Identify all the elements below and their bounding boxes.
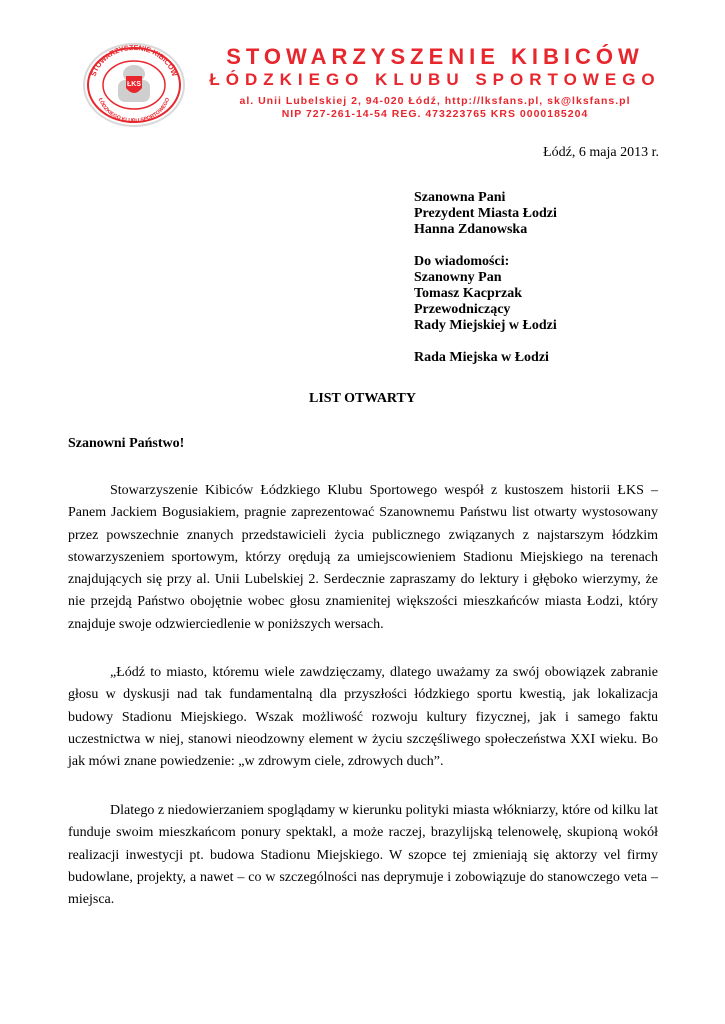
recipient-line: Szanowna Pani xyxy=(414,190,506,205)
cc-recipient-line: Rady Miejskiej w Łodzi xyxy=(414,318,557,333)
body-paragraph: Dlatego z niedowierzaniem spoglądamy w kierunku polityki miasta włókniarzy, które od kilku lat funduje swoim mieszkańcom ponury spektakl, a może raczej, brazylijską telenowelę, skupioną wokół realizacji inwestycji pt. budowa Stadionu Miejskiego. W szopce tej zmieniają się aktorzy vel firmy budowlane, projekty, a nawet – co w szczególności nas deprymuje i zobowiązuje do stanowczego veta – miejsca. xyxy=(68,803,658,908)
association-subtitle: ŁÓDZKIEGO KLUBU SPORTOWEGO xyxy=(209,70,661,89)
association-registry: NIP 727-261-14-54 REG. 473223765 KRS 0000185204 xyxy=(281,108,589,120)
recipient-line: Hanna Zdanowska xyxy=(414,222,528,237)
council-line: Rada Miejska w Łodzi xyxy=(414,350,549,365)
association-title: STOWARZYSZENIE KIBICÓW xyxy=(226,44,644,69)
association-logo-icon xyxy=(82,42,186,128)
body-paragraph: Stowarzyszenie Kibiców Łódzkiego Klubu Sportowego wespół z kustoszem historii ŁKS – Panem Jackiem Bogusiakiem, pragnie zaprezentować Szanownemu Państwu list otwarty wystosowany przez powszechnie znanych przedstawicieli życia publicznego związanych z najstarszym łódzkim stowarzyszeniem sportowym, którzy orędują za umiejscowieniem Stadionu Miejskiego na terenach znajdujących się przy al. Unii Lubelskiej 2. Serdecznie zapraszamy do lektury i głęboko wierzymy, że nie przejdą Państwo obojętnie wobec głosu znamienitej większości mieszkańców miasta Łodzi, który znajduje swoje odzwierciedlenie w poniższych wersach. xyxy=(68,483,658,632)
cc-recipient-line: Szanowny Pan xyxy=(414,270,502,285)
logo-ring-text-bottom: ŁÓDZKIEGO KLUBU SPORTOWEGO xyxy=(96,97,172,125)
salutation: Szanowni Państwo! xyxy=(68,436,185,451)
logo-badge-text: ŁKS xyxy=(127,81,141,88)
logo-ring-text: STOWARZYSZENIE KIBICÓW xyxy=(88,42,180,78)
recipients-block xyxy=(414,190,557,366)
body-paragraph: „Łódź to miasto, któremu wiele zawdzięczamy, dlatego uważamy za swój obowiązek zabranie głosu w dyskusji nad tak fundamentalną dla przyszłości łódzkiego sportu kwestią, jak lokalizacja budowy Stadionu Miejskiego. Wszak możliwość rozwoju kultury fizycznej, jak i samego faktu uczestnictwa w niej, stanowi nieodzowny element w życiu szczęśliwego społeczeństwa XXI wieku. Bo jak mówi znane powiedzenie: „w zdrowym ciele, zdrowych duch”. xyxy=(68,665,658,770)
cc-recipient-line: Tomasz Kacprzak xyxy=(414,286,522,301)
recipient-line: Prezydent Miasta Łodzi xyxy=(414,206,557,221)
association-address: al. Unii Lubelskiej 2, 94-020 Łódź, http://lksfans.pl, sk@lksfans.pl xyxy=(239,95,631,107)
letter-title: LIST OTWARTY xyxy=(308,391,416,406)
letter-date: Łódź, 6 maja 2013 r. xyxy=(543,145,659,160)
cc-label: Do wiadomości: xyxy=(414,254,510,269)
cc-recipient-line: Przewodniczący xyxy=(414,302,511,317)
